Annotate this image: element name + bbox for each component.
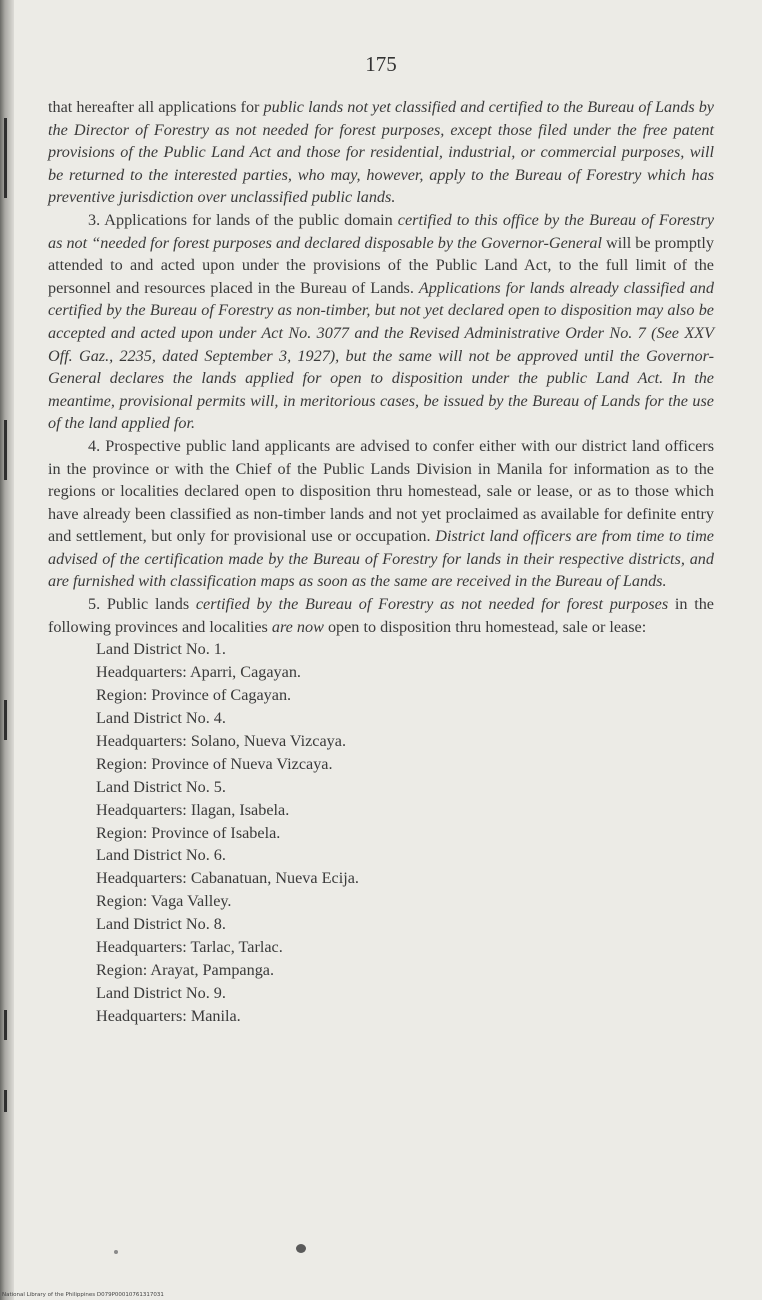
district-line: Headquarters: Solano, Nueva Vizcaya. (96, 731, 346, 750)
ink-smudge (296, 1244, 306, 1253)
binding-mark (4, 420, 7, 480)
text-run: in the following provinces and localities (48, 595, 714, 636)
text-run: 5. Public lands (88, 595, 196, 614)
text-run: will be promptly attended to and acted upon under the provisions of the Public Land Act, to the full limit of the personnel and resources placed in the Bureau of Lands. (48, 233, 715, 297)
district-line: Land District No. 6. (96, 846, 226, 865)
paragraph-4 (48, 435, 714, 593)
italic-text-run: certified by the Bureau of Forestry as not needed for forest purposes (195, 595, 669, 614)
text-run: 4. Prospective public land applicants are advised to confer either with our district land officers in the province or with the Chief of the Public Lands Division in Manila for information as to the regions or localities declared open to disposition thru homestead, sale or lease, or as to those which have already been classified as non-timber lands and not yet proclaimed as available for definite entry and settlement, but only for provisional use or occupation. (48, 436, 714, 546)
scan-footer: National Library of the Philippines D079P00010761317031 (2, 1292, 164, 1298)
district-line: Headquarters: Manila. (96, 1006, 241, 1025)
page-number: 175 (365, 52, 397, 76)
binding-mark (4, 1010, 7, 1040)
district-line: Region: Arayat, Pampanga. (96, 960, 275, 979)
ink-speck (114, 1250, 118, 1254)
italic-text-run: public lands not yet classified and certified to the Bureau of Lands by the Director of Forestry as not needed for forest purposes, except those filed under the free patent provisions of the Public Land Act and those for residential, industrial, or commercial purposes, will be returned to the interested parties, who may, however, apply to the Bureau of Forestry which has preventive jurisdiction over unclassified public lands. (48, 98, 714, 207)
district-line: Region: Province of Nueva Vizcaya. (96, 754, 333, 773)
district-line: Headquarters: Ilagan, Isabela. (96, 800, 290, 819)
italic-text-run: Applications for lands already classified and certified by the Bureau of Forestry as non-timber, but not yet declared open to disposition may also be accepted and acted upon under Act No. 3077 and the Revised Administrative Order No. 7 (See XXV Off. Gaz., 2235, dated September 3, 1927), but the same will not be approved until the Governor-General declares the lands applied for open to disposition under the public Land Act. In the meantime, provisional permits will, in meritorious cases, be issued by the Bureau of Lands for the use of the land applied for. (48, 278, 714, 433)
paragraph-3 (48, 209, 714, 435)
binding-mark (4, 700, 7, 740)
district-line: Headquarters: Cabanatuan, Nueva Ecija. (96, 869, 359, 888)
document-body (48, 96, 714, 1028)
text-run: 3. Applications for lands of the public domain (88, 210, 398, 229)
district-line: Land District No. 5. (96, 777, 226, 796)
district-line: Land District No. 4. (96, 708, 226, 727)
district-line: Land District No. 9. (96, 983, 226, 1002)
district-line: Land District No. 8. (96, 915, 226, 934)
text-run: that hereafter all applications for (48, 98, 264, 116)
text-run: open to disposition thru homestead, sale or lease: (323, 617, 647, 636)
district-line: Region: Province of Isabela. (96, 823, 281, 842)
binding-mark (4, 1090, 7, 1112)
land-district-list (48, 638, 714, 1027)
italic-text-run: District land officers are from time to time advised of the certification made by the Bureau of Forestry for lands in their respective districts, and are furnished with classification maps as soon as the same are received in the Bureau of Lands. (48, 527, 714, 591)
district-line: Headquarters: Tarlac, Tarlac. (96, 938, 283, 957)
page-binding-edge (0, 0, 14, 1300)
paragraph-intro (48, 96, 714, 209)
binding-mark (4, 118, 7, 198)
italic-text-run: certified to this office by the Bureau of Forestry as not “needed for forest purposes and declared disposable by the Governor-General (48, 210, 715, 252)
paragraph-5 (48, 593, 714, 638)
district-line: Headquarters: Aparri, Cagayan. (96, 663, 301, 682)
district-line: Region: Vaga Valley. (96, 892, 232, 911)
district-line: Region: Province of Cagayan. (96, 686, 292, 705)
district-line: Land District No. 1. (96, 640, 226, 659)
italic-text-run: are now (271, 617, 324, 636)
